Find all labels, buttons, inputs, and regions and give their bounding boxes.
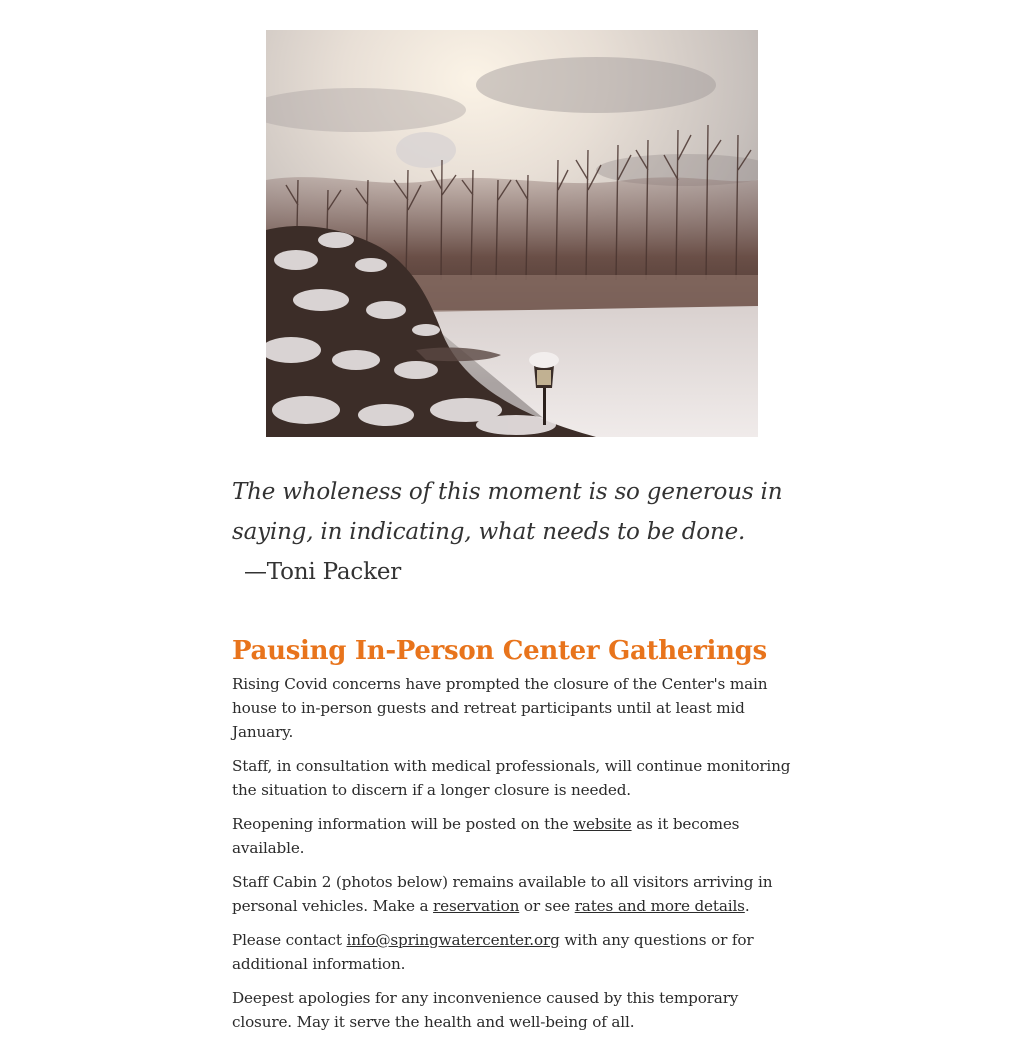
quote-text: The wholeness of this moment is so generous in saying, in indicating, what needs to be done.	[232, 479, 783, 545]
paragraph-text: Please contact	[232, 931, 347, 949]
main-content	[232, 472, 798, 1044]
paragraph-text: Staff Cabin 2 (photos below) remains available to all visitors arriving in personal vehicles. Make a	[232, 873, 773, 915]
reservation-link[interactable]: reservation	[433, 897, 520, 915]
paragraph-apology: Deepest apologies for any inconvenience caused by this temporary closure. May it serve the health and well-being of all.	[232, 989, 739, 1031]
paragraph-contact	[232, 928, 798, 976]
paragraph-text: as it becomes available.	[232, 815, 740, 857]
paragraph-text: or see	[519, 897, 575, 915]
rates-details-link[interactable]: rates and more details	[574, 897, 745, 915]
email-link[interactable]: info@springwatercenter.org	[346, 931, 560, 949]
paragraph-cabin	[232, 870, 798, 918]
paragraph-reopening	[232, 812, 798, 860]
article-heading: Pausing In-Person Center Gatherings	[232, 636, 767, 666]
website-link[interactable]: website	[573, 815, 632, 833]
paragraph-text: with any questions or for additional information.	[232, 931, 754, 973]
paragraph-text: .	[744, 897, 750, 915]
paragraph-monitoring: Staff, in consultation with medical professionals, will continue monitoring the situation to discern if a longer closure is needed.	[232, 757, 791, 799]
paragraph-closure: Rising Covid concerns have prompted the closure of the Center's main house to in-person guests and retreat participants until at least mid January.	[232, 675, 768, 741]
paragraph-text: Reopening information will be posted on the	[232, 815, 574, 833]
hero-image	[266, 30, 758, 437]
quote-attribution: —Toni Packer	[244, 559, 402, 585]
